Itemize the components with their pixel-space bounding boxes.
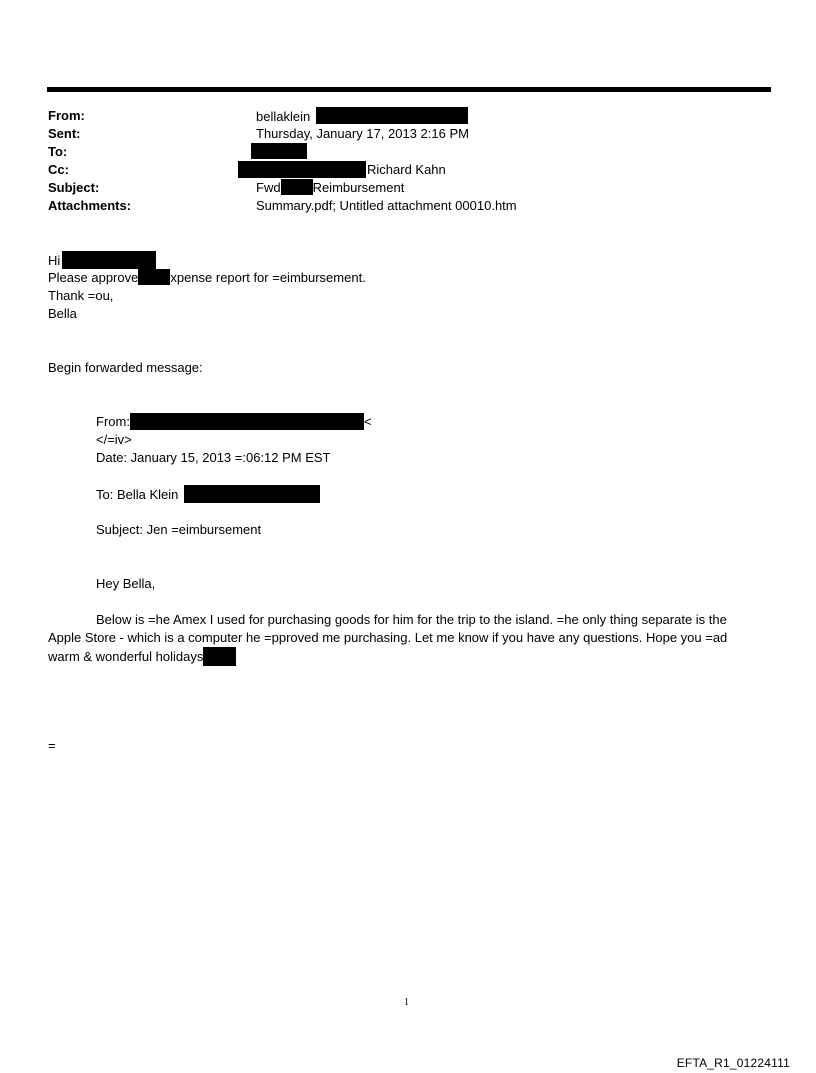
from-name: bellaklein bbox=[256, 109, 311, 124]
approval-text-start: Please approve bbox=[48, 270, 139, 285]
redaction-block bbox=[184, 485, 320, 503]
redaction-block bbox=[238, 161, 366, 178]
redaction-block bbox=[203, 647, 236, 666]
attachments-value: Summary.pdf; Untitled attachment 00010.htm bbox=[256, 198, 517, 213]
forwarded-from-line bbox=[96, 413, 372, 431]
redaction-block bbox=[138, 269, 170, 285]
subject-prefix: Fwd bbox=[256, 180, 281, 195]
to-label: To: bbox=[48, 144, 68, 159]
forwarded-to: To: Bella Klein bbox=[96, 487, 179, 502]
sent-label: Sent: bbox=[48, 126, 81, 141]
subject-suffix: Reimbursement bbox=[312, 180, 405, 195]
subject-label: Subject: bbox=[48, 180, 100, 195]
forwarded-message-text: Below is =he Amex I used for purchasing goods for him for the trip to the island. =he only thing separate is the Apple Store - which is a computer he =pproved me purchasing. Let me know if you have any questions. Hope you =ad warm & wonderful holidays bbox=[48, 612, 728, 664]
forwarded-to-line bbox=[96, 485, 320, 504]
subject-value bbox=[256, 179, 404, 197]
forwarded-from-tail: < bbox=[363, 414, 372, 429]
div-artifact: </=iv> bbox=[96, 432, 132, 447]
greeting-line bbox=[48, 251, 156, 270]
approval-text-end: xpense report for =eimbursement. bbox=[170, 270, 366, 285]
header-rule bbox=[47, 87, 771, 92]
thanks-line: Thank =ou, bbox=[48, 288, 114, 303]
salutation: Hey Bella, bbox=[96, 576, 156, 591]
cc-value: Richard Kahn bbox=[367, 162, 446, 177]
redaction-block bbox=[251, 143, 307, 159]
redaction-block bbox=[130, 413, 364, 430]
attachments-label: Attachments: bbox=[48, 198, 132, 213]
approval-line bbox=[48, 269, 366, 287]
from-value bbox=[256, 107, 468, 126]
forward-intro: Begin forwarded message: bbox=[48, 360, 203, 375]
cc-label: Cc: bbox=[48, 162, 69, 177]
greeting: Hi bbox=[48, 253, 61, 268]
signature: Bella bbox=[48, 306, 77, 321]
redaction-block bbox=[316, 107, 468, 124]
redaction-block bbox=[281, 179, 313, 195]
stray-character: = bbox=[48, 738, 56, 753]
redaction-block bbox=[62, 251, 156, 269]
forwarded-message bbox=[48, 611, 758, 666]
document-id: EFTA_R1_01224111 bbox=[676, 1056, 790, 1070]
forwarded-date: Date: January 15, 2013 =:06:12 PM EST bbox=[96, 450, 331, 465]
sent-value: Thursday, January 17, 2013 2:16 PM bbox=[256, 126, 469, 141]
page-number: 1 bbox=[404, 997, 409, 1008]
from-label: From: bbox=[48, 108, 85, 123]
forwarded-from-label: From: bbox=[96, 414, 130, 429]
forwarded-subject: Subject: Jen =eimbursement bbox=[96, 522, 262, 537]
